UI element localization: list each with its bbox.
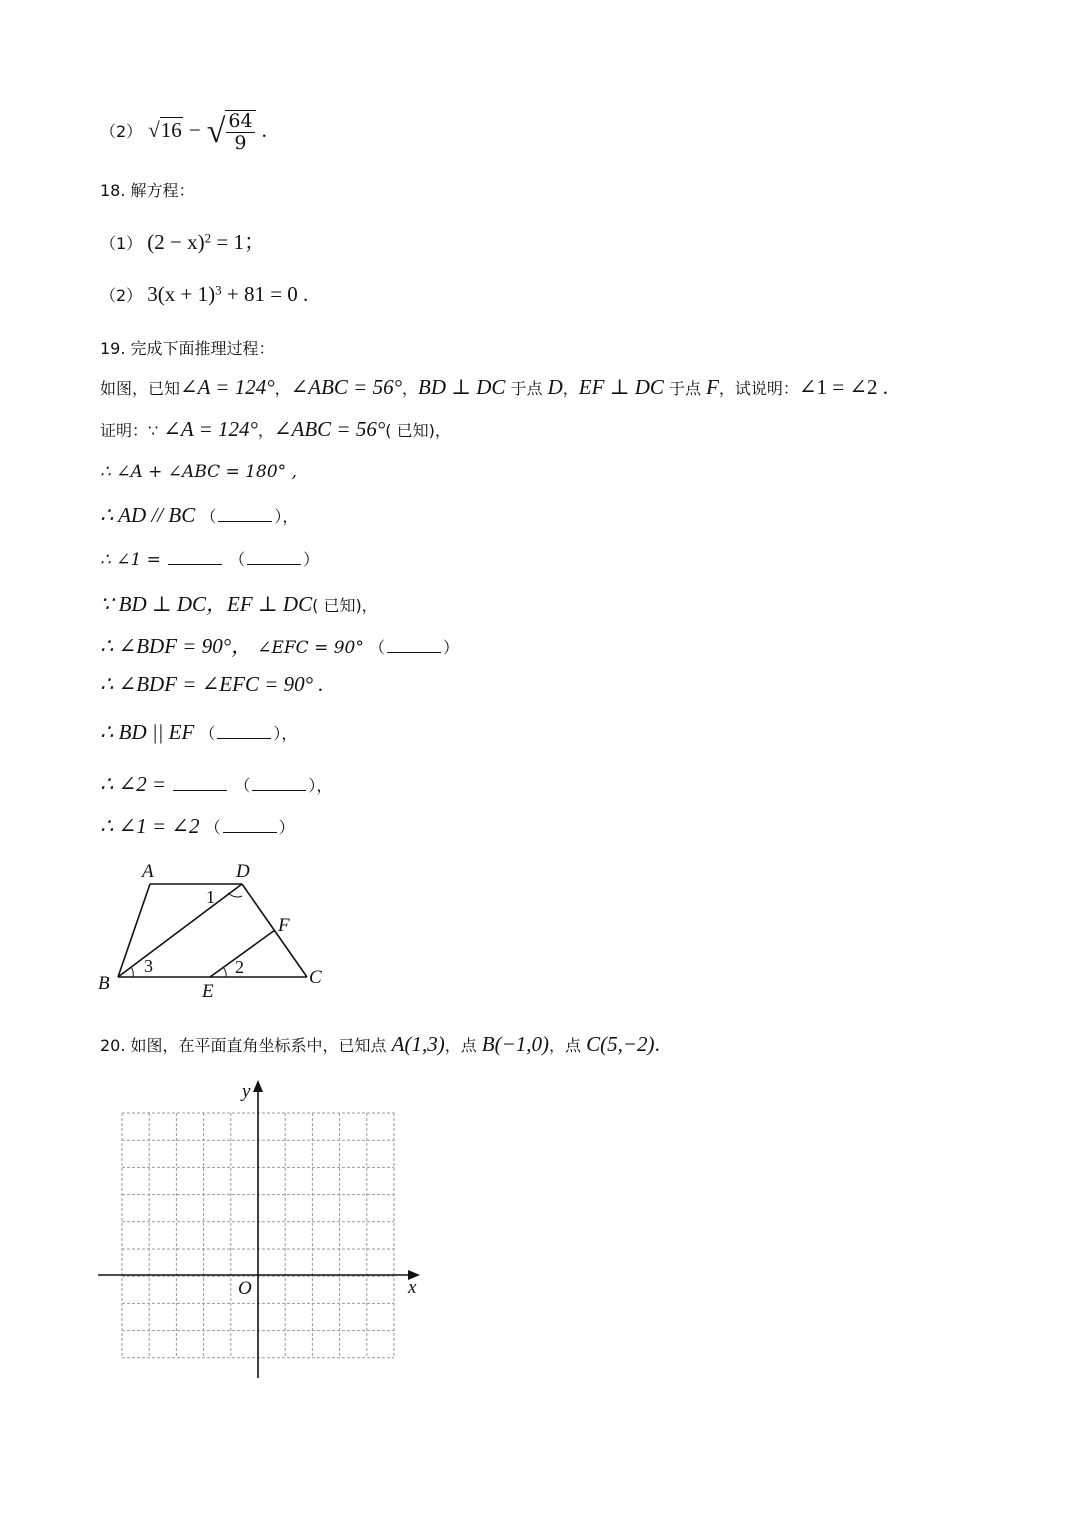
given-sep-3: ，	[562, 379, 579, 398]
period: .	[261, 117, 267, 142]
q18-part2-expr: 3(x + 1)	[147, 282, 216, 306]
step-2-math: ∴ AD // BC	[100, 503, 196, 527]
proof-angle-abc: ∠ABC = 56°	[273, 417, 386, 441]
step-2-blank[interactable]	[218, 507, 272, 522]
step-8-open: （	[234, 776, 251, 795]
q18-part1-rest: = 1；	[211, 230, 265, 254]
step-3-math: ∴ ∠1 =	[100, 550, 161, 570]
step-2-open: （	[200, 507, 217, 526]
fraction-numerator: 64	[228, 110, 253, 132]
y-axis-label: y	[242, 1081, 251, 1102]
q18-part1	[100, 226, 265, 256]
q18-part2	[100, 282, 308, 307]
fraction-64-9	[225, 110, 255, 154]
label-angle-1: 1	[206, 887, 215, 907]
given-prefix: 如图，已知	[100, 379, 181, 398]
given-sep-2: ，	[401, 379, 418, 398]
given-sep-1: ，	[274, 379, 291, 398]
q17-part2	[100, 110, 267, 154]
step-5-open: （	[368, 638, 385, 657]
step-1: ∴ ∠A + ∠ABC = 180° ,	[100, 462, 297, 482]
q20-end: .	[654, 1032, 660, 1056]
step-7-blank[interactable]	[217, 724, 271, 739]
q20-point-b: B(−1,0)	[481, 1032, 550, 1056]
q19-proof-start	[100, 417, 451, 442]
step-9	[100, 814, 295, 839]
sqrt-16: √16	[148, 117, 182, 142]
step-8-math: ∴ ∠2 =	[100, 772, 167, 796]
q18-part1-exponent: 2	[204, 230, 212, 246]
proof-known: ( 已知)，	[385, 421, 451, 440]
q18-part2-exponent: 3	[215, 282, 222, 298]
step-3-blank-1[interactable]	[168, 550, 222, 565]
step-3-open: （	[229, 550, 246, 569]
step-3	[100, 547, 319, 570]
q20-point-a: A(1,3)	[391, 1032, 445, 1056]
step-5-close: ）	[442, 638, 459, 657]
step-9-math: ∴ ∠1 = ∠2	[100, 814, 200, 838]
step-7-close: ），	[273, 724, 298, 743]
step-4-known: ( 已知)，	[312, 596, 378, 615]
label-d: D	[236, 861, 250, 882]
q18-part2-label: （2）	[100, 286, 143, 305]
q18-part1-label: （1）	[100, 234, 143, 253]
step-5-math-1: ∴ ∠BDF = 90°，	[100, 634, 253, 658]
proof-angle-a: ∠A = 124°	[163, 417, 258, 441]
step-7-open: （	[199, 724, 216, 743]
step-5-math-2: ∠EFC = 90°	[257, 638, 364, 658]
step-7-math: ∴ BD || EF	[100, 720, 195, 744]
sqrt-16-radicand: 16	[160, 117, 182, 142]
given-angle-a: ∠A = 124°	[180, 375, 275, 399]
step-2-close: ），	[274, 507, 299, 526]
step-6: ∴ ∠BDF = ∠EFC = 90° .	[100, 672, 324, 696]
proof-prefix: 证明：∵	[100, 421, 164, 440]
step-8	[100, 772, 332, 797]
given-point-f: F	[706, 375, 719, 399]
given-angle-abc: ∠ABC = 56°	[290, 375, 402, 399]
given-goal: ∠1 = ∠2 .	[798, 375, 888, 399]
q19-figure	[90, 855, 340, 1005]
sqrt-sign: √	[206, 112, 226, 150]
segment-bd	[118, 884, 242, 977]
minus-sign: −	[188, 117, 201, 142]
given-ef-perp-dc: EF ⊥ DC	[578, 375, 664, 399]
step-4	[100, 588, 378, 618]
y-axis-arrow	[253, 1080, 263, 1092]
step-7	[100, 720, 297, 745]
step-4-math: ∵ BD ⊥ DC，EF ⊥ DC	[100, 592, 313, 616]
step-9-blank[interactable]	[223, 818, 277, 833]
label-e: E	[202, 981, 214, 1002]
angle-3-arc	[131, 967, 133, 977]
q20-sep-2: ，点	[549, 1036, 587, 1055]
coordinate-grid	[90, 1075, 430, 1385]
step-9-open: （	[204, 818, 221, 837]
q17-part2-label: （2）	[100, 121, 143, 141]
x-axis-label: x	[408, 1277, 417, 1298]
label-c: C	[309, 967, 322, 988]
given-at-point-1: 于点	[505, 379, 548, 398]
label-angle-3: 3	[144, 956, 153, 976]
step-3-blank-2[interactable]	[247, 550, 301, 565]
given-point-d: D	[547, 375, 563, 399]
step-5	[100, 630, 459, 660]
angle-2-arc	[223, 967, 226, 977]
step-8-close: ），	[308, 776, 333, 795]
given-at-point-2: 于点	[663, 379, 707, 398]
step-8-blank-1[interactable]	[173, 776, 227, 791]
label-angle-2: 2	[235, 957, 244, 977]
q20-sep-1: ，点	[444, 1036, 482, 1055]
q19-title: 19. 完成下面推理过程：	[100, 339, 275, 358]
step-3-close: ）	[303, 550, 320, 569]
proof-sep: ，	[257, 421, 274, 440]
q19-given	[100, 375, 888, 400]
label-a: A	[142, 861, 154, 882]
q18-part2-rest: + 81 = 0 .	[221, 282, 309, 306]
step-2	[100, 503, 298, 528]
given-bd-perp-dc: BD ⊥ DC	[418, 375, 506, 399]
step-5-blank[interactable]	[387, 638, 441, 653]
given-tail: ，试说明：	[718, 379, 799, 398]
fraction-denominator: 9	[234, 131, 247, 154]
label-b: B	[98, 973, 110, 994]
q18-part1-expr: (2 − x)	[147, 230, 205, 254]
step-9-close: ）	[278, 818, 295, 837]
q20-point-c: C(5,−2)	[586, 1032, 655, 1056]
origin-label: O	[238, 1278, 252, 1299]
label-f: F	[278, 915, 290, 936]
q20-text	[100, 1032, 660, 1057]
q18-title: 18. 解方程：	[100, 181, 195, 200]
q20-prefix: 20. 如图，在平面直角坐标系中，已知点	[100, 1036, 392, 1055]
step-8-blank-2[interactable]	[252, 776, 306, 791]
